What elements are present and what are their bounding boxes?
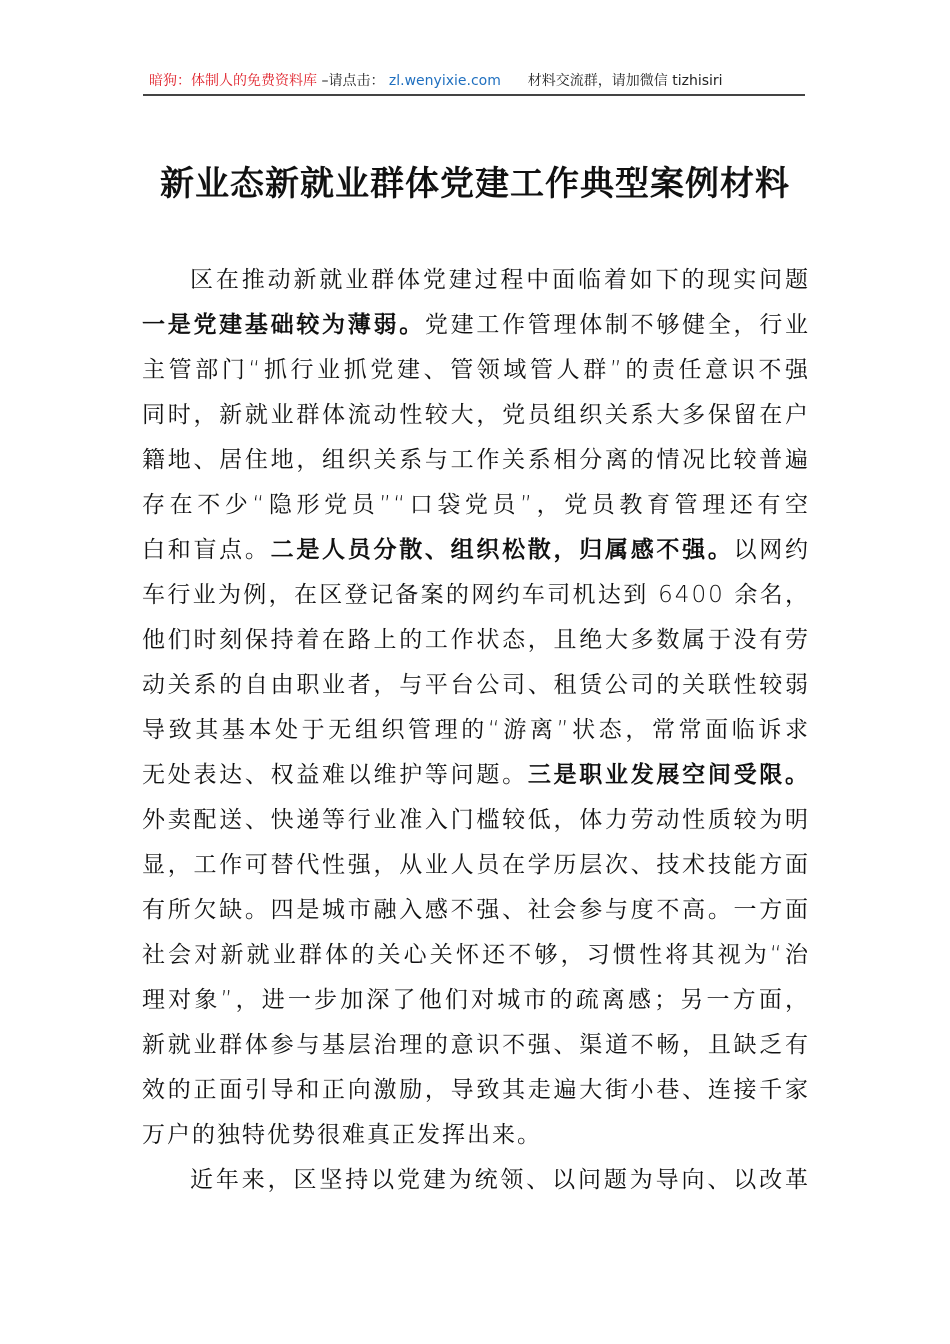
paragraph-line <box>142 258 810 303</box>
paragraph-line <box>142 348 810 393</box>
paragraph-line <box>142 483 810 528</box>
header-click-prompt: –请点击： <box>321 73 385 89</box>
paragraph-line <box>142 1158 810 1203</box>
page-header <box>143 70 805 96</box>
paragraph-line <box>142 708 810 753</box>
body-text: 近年来，区坚持以党建为统领、以问题为导向、以改革 <box>190 1167 810 1193</box>
paragraph-line <box>142 393 810 438</box>
paragraph-line <box>142 888 810 933</box>
header-link[interactable]: zl.wenyixie.com <box>388 73 501 89</box>
body-text: 党建工作管理体制不够健全，行业 <box>424 312 811 338</box>
body-text: 他们时刻保持着在路上的工作状态，且绝大多数属于没有劳 <box>142 627 810 653</box>
paragraph-line <box>142 573 810 618</box>
paragraph-line <box>142 1113 810 1158</box>
document-title: 新业态新就业群体党建工作典型案例材料 <box>160 164 790 204</box>
paragraph-line <box>142 303 810 348</box>
paragraph-line <box>142 438 810 483</box>
paragraph-line <box>142 663 810 708</box>
body-text: 区在推动新就业群体党建过程中面临着如下的现实问题 <box>190 267 810 293</box>
body-text: 理对象”，进一步加深了他们对城市的疏离感；另一方面， <box>142 987 810 1013</box>
paragraph-line <box>142 1023 810 1068</box>
paragraph-line <box>142 753 810 798</box>
body-text: 以网约 <box>733 537 811 563</box>
body-text: 新就业群体参与基层治理的意识不强、渠道不畅，且缺乏有 <box>142 1032 810 1058</box>
body-text: 万户的独特优势很难真正发挥出来。 <box>142 1122 542 1148</box>
body-text: 存在不少“隐形党员”“口袋党员”，党员教育管理还有空 <box>142 492 810 518</box>
body-text: 车行业为例，在区登记备案的网约车司机达到 6400 余名， <box>142 582 810 608</box>
paragraph-line <box>142 843 810 888</box>
body-text: 显，工作可替代性强，从业人员在学历层次、技术技能方面 <box>142 852 810 878</box>
bold-heading-text: 一是党建基础较为薄弱。 <box>142 312 425 338</box>
header-contact-text: 材料交流群，请加微信 tizhisiri <box>527 73 723 89</box>
body-text: 白和盲点。 <box>142 537 271 563</box>
paragraph-line <box>142 933 810 978</box>
header-promo-text: 暗狗：体制人的免费资料库 <box>149 73 317 89</box>
body-text: 有所欠缺。四是城市融入感不强、社会参与度不高。一方面 <box>142 897 810 923</box>
body-text: 主管部门“抓行业抓党建、管领域管人群”的责任意识不强 <box>142 357 810 383</box>
body-text: 外卖配送、快递等行业准入门槛较低，体力劳动性质较为明 <box>142 807 810 833</box>
body-text: 籍地、居住地，组织关系与工作关系相分离的情况比较普遍 <box>142 447 810 473</box>
paragraph-line <box>142 1068 810 1113</box>
body-text: 动关系的自由职业者，与平台公司、租赁公司的关联性较弱 <box>142 672 810 698</box>
bold-heading-text: 三是职业发展空间受限。 <box>527 762 811 788</box>
body-text: 导致其基本处于无组织管理的“游离”状态，常常面临诉求 <box>142 717 810 743</box>
paragraph-line <box>142 798 810 843</box>
document-body <box>142 258 810 1203</box>
paragraph-line <box>142 618 810 663</box>
body-text: 无处表达、权益难以维护等问题。 <box>142 762 528 788</box>
bold-heading-text: 二是人员分散、组织松散，归属感不强。 <box>270 537 734 563</box>
body-text: 效的正面引导和正向激励，导致其走遍大街小巷、连接千家 <box>142 1077 810 1103</box>
paragraph-line <box>142 528 810 573</box>
paragraph-line <box>142 978 810 1023</box>
body-text: 同时，新就业群体流动性较大，党员组织关系大多保留在户 <box>142 402 810 428</box>
body-text: 社会对新就业群体的关心关怀还不够，习惯性将其视为“治 <box>142 942 810 968</box>
